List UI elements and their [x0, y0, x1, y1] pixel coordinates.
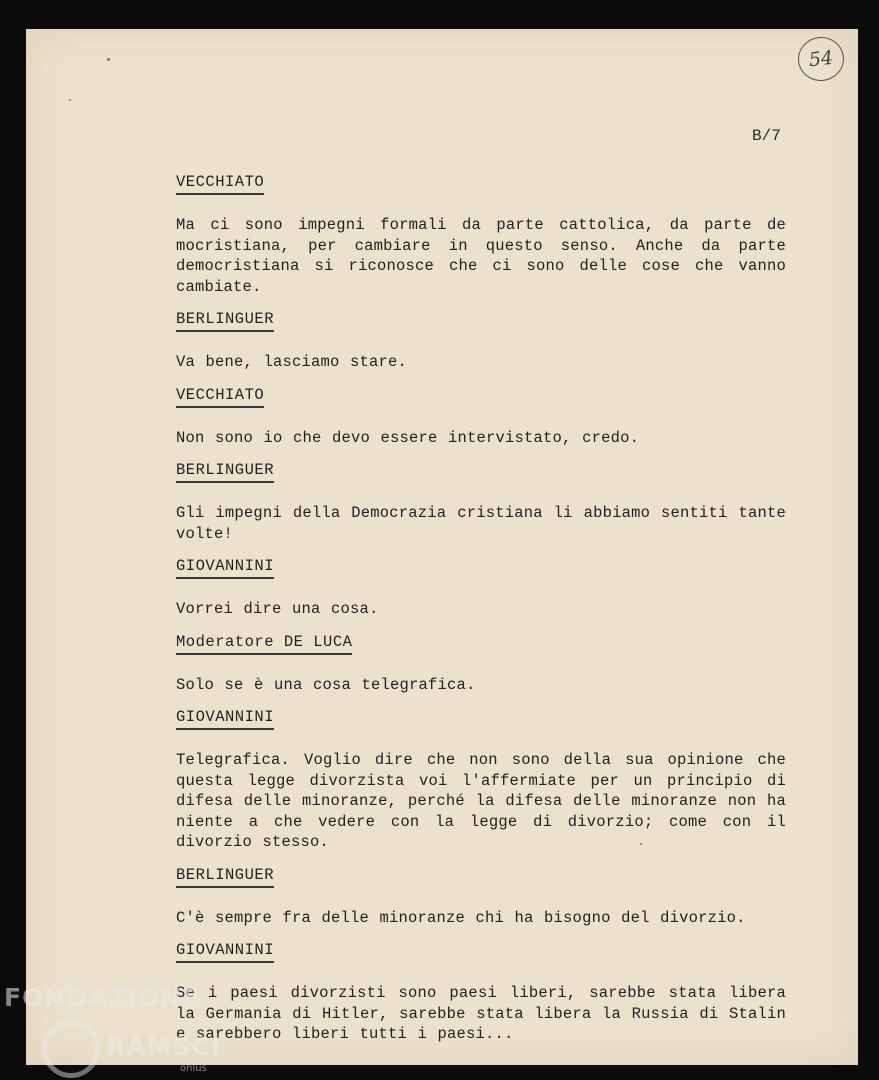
- speech-text: Vorrei dire una cosa.: [176, 600, 379, 618]
- speaker-name: Moderatore DE LUCA: [176, 632, 352, 655]
- dialogue-block: [176, 556, 786, 620]
- speech-text: Gli impegni della Democrazia cristiana li abbiamo sentiti tante volte!: [176, 504, 786, 543]
- speech-text: Ma ci sono impegni formali da parte cattolica, da parte de mocristiana, per cambiare in questo senso. Anche da parte democristiana si riconosce che ci sono delle cose che vanno cambiate.: [176, 216, 786, 296]
- dialogue-block: [176, 707, 786, 853]
- paper-speck: [69, 99, 71, 101]
- speaker-name: VECCHIATO: [176, 385, 264, 408]
- speech-text: C'è sempre fra delle minoranze chi ha bisogno del divorzio.: [176, 908, 746, 927]
- watermark-line1: FONDAZIONE: [4, 983, 201, 1012]
- speaker-name: VECCHIATO: [176, 172, 264, 195]
- speaker-name: BERLINGUER: [176, 865, 274, 888]
- speech-text: Va bene, lasciamo stare.: [176, 353, 408, 371]
- page-number-text: 54: [807, 46, 835, 72]
- speech-text: Non sono io che devo essere intervistato, credo.: [176, 428, 640, 447]
- paper-speck: [107, 58, 110, 61]
- fondazione-gramsci-watermark: [4, 985, 221, 1074]
- dialogue-block: [176, 632, 786, 696]
- speech-text: Telegrafica. Voglio dire che non sono della sua opinione che questa legge divorzista voi l'affermiate per un principio di difesa delle minoranze, perché la difesa delle minoranze non ha niente a che vedere con la legge di divorzio; come con il divorzio stesso.: [176, 751, 786, 851]
- dialogue-block: [176, 940, 786, 1045]
- speaker-name: GIOVANNINI: [176, 940, 274, 963]
- dialogue-block: [176, 172, 786, 297]
- dialogue-block: [176, 865, 786, 929]
- speech-text: Se i paesi divorzisti sono paesi liberi, sarebbe stata libera la Germania di Hitler, sarebbe stata libera la Russia di Stalin e sarebbero liberi tutti i paesi...: [176, 984, 786, 1043]
- watermark-line3: onlus: [180, 1063, 207, 1074]
- speaker-name: BERLINGUER: [176, 460, 274, 483]
- document-code: B/7: [752, 127, 781, 145]
- dialogue-block: [176, 309, 786, 373]
- dialogue-block: [176, 460, 786, 544]
- transcript: [176, 172, 786, 1057]
- speaker-name: BERLINGUER: [176, 309, 274, 332]
- gramsci-g-logo-icon: [42, 1020, 100, 1078]
- dialogue-block: [176, 385, 786, 449]
- watermark-line2: RAMSCI: [106, 1031, 222, 1061]
- speaker-name: GIOVANNINI: [176, 556, 274, 579]
- speaker-name: GIOVANNINI: [176, 707, 274, 730]
- speech-text: Solo se è una cosa telegrafica.: [176, 675, 476, 694]
